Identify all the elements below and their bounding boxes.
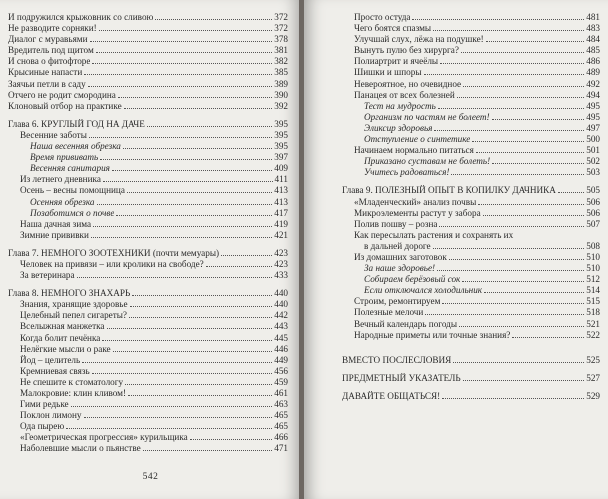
toc-entry — [8, 366, 288, 377]
toc-entry-page: 506 — [586, 196, 600, 207]
toc-entry-title: Вечный календарь погоды — [354, 318, 458, 329]
toc-entry-title: Невероятное, но очевидное — [354, 78, 462, 89]
toc-entry-title: Глава 9. ПОЛЕЗНЫЙ ОПЫТ В КОПИЛКУ ДАЧНИКА — [342, 185, 556, 196]
toc-entry — [8, 399, 288, 410]
dot-leader — [221, 248, 272, 256]
dot-leader — [449, 252, 584, 260]
toc-entry — [342, 90, 600, 101]
toc-entry-title: Поклон лимону — [20, 410, 82, 421]
toc-entry-title: И снова о фитофторе — [8, 56, 91, 67]
dot-leader — [92, 366, 273, 374]
toc-entry-title: Малокровие: клин кливом! — [20, 388, 127, 398]
toc-entry-page: 423 — [274, 258, 288, 269]
dot-leader — [492, 156, 584, 164]
toc-entry-title: Полиартрит и ячеёлы — [354, 56, 439, 67]
toc-entry-title: Целебный пепел сигареты? — [20, 310, 128, 321]
toc-entry — [8, 45, 288, 56]
dot-leader — [206, 259, 272, 267]
dot-leader — [462, 274, 584, 282]
toc-entry-title: Не спешите к стоматологу — [20, 376, 124, 387]
toc-entry-page: 372 — [274, 23, 288, 34]
toc-entry-title: Просто остуда — [354, 12, 411, 22]
toc-entry — [8, 101, 288, 112]
toc-entry — [342, 23, 600, 34]
dot-leader — [113, 344, 273, 352]
dot-leader — [93, 219, 272, 227]
toc-entry-page: 382 — [274, 56, 288, 67]
left-toc — [8, 12, 288, 455]
dot-leader — [100, 152, 272, 160]
toc-entry-page: 463 — [274, 399, 288, 410]
dot-leader — [437, 263, 584, 271]
left-page — [0, 0, 301, 499]
toc-entry — [342, 67, 600, 78]
right-page — [304, 0, 608, 499]
toc-entry — [8, 130, 288, 141]
toc-entry — [8, 344, 288, 355]
toc-entry-page: 440 — [274, 288, 288, 299]
backmatter-heading — [342, 355, 600, 366]
toc-spacer — [342, 384, 600, 391]
dot-leader — [433, 241, 585, 249]
toc-entry — [8, 23, 288, 34]
toc-entry — [8, 410, 288, 421]
toc-entry-title-line: Как пересылать растения и сохранять их — [354, 229, 514, 240]
chapter-heading — [342, 185, 600, 196]
toc-entry-title: Из летнего дневника — [20, 174, 101, 185]
dot-leader — [125, 377, 272, 385]
toc-entry-title: Весенние заботы — [20, 129, 87, 140]
dot-leader — [127, 185, 272, 193]
toc-entry — [342, 307, 600, 318]
toc-entry-page: 413 — [274, 185, 288, 196]
toc-entry-page: 484 — [586, 34, 600, 45]
dot-leader — [155, 12, 272, 20]
toc-entry-page: 456 — [274, 365, 288, 376]
toc-entry-title: «Младенческий» анализ почвы — [354, 196, 477, 207]
toc-entry-page: 466 — [274, 432, 288, 443]
toc-entry-title: «Геометрическая прогрессия» курильщика — [20, 432, 188, 443]
toc-entry-page: 495 — [586, 100, 600, 111]
toc-entry-page: 378 — [274, 34, 288, 45]
toc-entry-title: Вселыжная манжетка — [20, 321, 105, 332]
toc-entry-title: Знания, хранящие здоровье — [20, 299, 128, 310]
toc-entry — [342, 145, 600, 156]
toc-entry-title: Отчего не родит смородина — [8, 89, 116, 100]
toc-entry-page: 417 — [274, 207, 288, 218]
toc-entry-page: 485 — [586, 45, 600, 56]
dot-leader — [457, 90, 584, 98]
toc-entry-page: 392 — [274, 100, 288, 111]
toc-entry — [8, 299, 288, 310]
toc-entry-page: 497 — [586, 122, 600, 133]
toc-entry-page: 389 — [274, 78, 288, 89]
toc-entry-title: Когда болит печёнка — [20, 332, 101, 343]
toc-entry-page: 443 — [274, 321, 288, 332]
toc-entry-page: 372 — [274, 12, 288, 22]
dot-leader — [147, 119, 272, 127]
dot-leader — [90, 34, 273, 42]
chapter-heading — [8, 119, 288, 130]
dot-leader — [433, 23, 584, 31]
toc-entry — [8, 34, 288, 45]
toc-entry-title: Вынуть пулю без хирурга? — [354, 45, 459, 56]
toc-spacer — [342, 341, 600, 348]
toc-entry-page: 461 — [274, 388, 288, 398]
dot-leader — [442, 391, 584, 399]
dot-leader — [451, 167, 584, 175]
toc-entry-page: 413 — [274, 196, 288, 207]
dot-leader — [97, 197, 273, 205]
toc-entry-title: За наше здоровье! — [364, 263, 436, 274]
toc-entry — [342, 34, 600, 45]
toc-entry — [8, 185, 288, 196]
toc-entry-title: в дальней дороге — [364, 240, 431, 251]
dot-leader — [132, 288, 272, 296]
toc-entry — [342, 79, 600, 90]
toc-entry-page: 501 — [586, 145, 600, 156]
toc-entry-page: 395 — [274, 129, 288, 140]
dot-leader — [102, 333, 272, 341]
toc-entry — [8, 208, 288, 219]
dot-leader — [84, 67, 272, 75]
toc-entry-page: 500 — [586, 134, 600, 145]
toc-spacer — [8, 112, 288, 119]
toc-entry — [342, 134, 600, 145]
toc-entry-title: Начинаем нормально питаться — [354, 145, 474, 156]
toc-entry-title: Тест на мудрость — [364, 100, 436, 111]
toc-entry — [8, 355, 288, 366]
toc-entry-page: 495 — [586, 111, 600, 122]
toc-entry — [342, 274, 600, 285]
toc-entry-page: 521 — [586, 318, 600, 329]
toc-entry-title: Ода пырею — [20, 421, 65, 432]
toc-entry-page: 481 — [586, 12, 600, 22]
toc-entry-page: 510 — [586, 263, 600, 274]
toc-entry-page: 515 — [586, 296, 600, 307]
dot-leader — [91, 230, 272, 238]
toc-entry — [342, 319, 600, 330]
chapter-heading — [8, 288, 288, 299]
toc-entry — [8, 333, 288, 344]
toc-entry-page: 510 — [586, 251, 600, 262]
dot-leader — [439, 219, 584, 227]
dot-leader — [440, 56, 584, 64]
toc-entry-title: Организм по частям не болеет! — [364, 111, 490, 122]
toc-entry — [8, 174, 288, 185]
toc-entry-page: 483 — [586, 23, 600, 34]
dot-leader — [66, 421, 272, 429]
dot-leader — [442, 296, 584, 304]
toc-entry-page: 518 — [586, 307, 600, 318]
toc-entry-title: ДАВАЙТЕ ОБЩАТЬСЯ! — [342, 390, 441, 401]
toc-entry-page: 397 — [274, 152, 288, 163]
toc-entry-title: Наболевшие мысли о пьянстве — [20, 443, 141, 454]
toc-entry — [8, 259, 288, 270]
toc-entry-title: Микроэлементы растут у забора — [354, 207, 481, 218]
toc-entry-page: 502 — [586, 156, 600, 167]
toc-spacer — [342, 348, 600, 355]
toc-entry-title: Приказано суставам не болеть! — [364, 156, 491, 167]
dot-leader — [486, 34, 585, 42]
toc-entry-title: Полезные мелочи — [354, 307, 424, 318]
dot-leader — [424, 67, 585, 75]
page-number: 542 — [142, 472, 159, 482]
toc-entry-title: Учитесь радоваться! — [364, 167, 450, 178]
toc-entry-title: Кремниевая связь — [20, 365, 90, 376]
toc-spacer — [342, 402, 600, 409]
backmatter-heading — [342, 373, 600, 384]
toc-entry-title: Из домашних заготовок — [354, 251, 447, 262]
dot-leader — [107, 321, 273, 329]
dot-leader — [512, 330, 584, 338]
toc-entry-page: 390 — [274, 89, 288, 100]
toc-entry-title: Весенняя санитария — [30, 163, 110, 174]
toc-entry — [8, 270, 288, 281]
toc-entry — [342, 12, 600, 23]
backmatter-heading — [342, 391, 600, 402]
dot-leader — [116, 208, 272, 216]
toc-entry-page: 506 — [586, 207, 600, 218]
dot-leader — [425, 307, 584, 315]
toc-entry-title: Чего боятся спазмы — [354, 23, 432, 34]
dot-leader — [483, 208, 585, 216]
toc-entry-title: Клоновый отбор на практике — [8, 100, 122, 111]
dot-leader — [463, 373, 585, 381]
toc-entry-title: Наша весенняя обрезка — [30, 141, 121, 152]
dot-leader — [472, 134, 584, 142]
toc-entry-page: 459 — [274, 376, 288, 387]
dot-leader — [112, 163, 272, 171]
toc-entry — [8, 163, 288, 174]
dot-leader — [82, 355, 272, 363]
chapter-heading — [8, 248, 288, 259]
toc-entry — [8, 12, 288, 23]
toc-entry-title: Глава 8. НЕМНОГО ЗНАХАРЬ — [8, 288, 131, 299]
dot-leader — [463, 79, 584, 87]
toc-entry — [342, 197, 600, 208]
dot-leader — [476, 145, 584, 153]
toc-entry-page: 522 — [586, 329, 600, 340]
toc-entry-title: ВМЕСТО ПОСЛЕСЛОВИЯ — [342, 354, 452, 365]
toc-entry-title: Отступление о синтетике — [364, 134, 471, 145]
toc-entry — [342, 219, 600, 230]
toc-entry-page: 449 — [274, 354, 288, 365]
toc-entry-page: 529 — [586, 390, 600, 401]
toc-entry-title: Шишки и шпоры — [354, 67, 422, 78]
toc-entry — [342, 208, 600, 219]
dot-leader — [124, 101, 273, 109]
toc-entry — [8, 56, 288, 67]
toc-entry-page: 385 — [274, 67, 288, 78]
right-toc — [342, 12, 600, 409]
toc-entry-page: 503 — [586, 167, 600, 178]
toc-entry — [342, 112, 600, 123]
toc-entry-title: Народные приметы или точные знания? — [354, 329, 511, 340]
toc-entry — [8, 310, 288, 321]
dot-leader — [128, 388, 272, 396]
dot-leader — [103, 174, 273, 182]
dot-leader — [438, 101, 584, 109]
toc-entry-page: 433 — [274, 270, 288, 281]
toc-entry-title: Собираем берёзовый сок — [364, 274, 461, 285]
toc-entry — [342, 123, 600, 134]
toc-spacer — [342, 178, 600, 185]
toc-entry-page: 411 — [274, 174, 288, 185]
dot-leader — [143, 443, 273, 451]
toc-entry-page: 446 — [274, 343, 288, 354]
toc-entry — [8, 388, 288, 399]
toc-entry-title: Полив пошву – розна — [354, 218, 438, 229]
toc-entry-title: Глава 7. НЕМНОГО ЗООТЕХНИКИ (почти мемуары) — [8, 247, 220, 258]
toc-entry-page: 423 — [274, 247, 288, 258]
toc-entry-title: Вредитель под щитом — [8, 45, 94, 56]
toc-entry-title: Эликсир здоровья — [364, 122, 433, 133]
dot-leader — [92, 56, 272, 64]
toc-entry — [8, 421, 288, 432]
toc-spacer — [342, 366, 600, 373]
dot-leader — [77, 270, 273, 278]
toc-entry — [342, 56, 600, 67]
toc-entry — [8, 230, 288, 241]
toc-entry-page: 465 — [274, 410, 288, 421]
toc-entry-title: Заячьи петли в саду — [8, 78, 86, 89]
toc-entry-title: Нелёгкие мысли о раке — [20, 343, 111, 354]
dot-leader — [89, 130, 272, 138]
dot-leader — [130, 299, 273, 307]
dot-leader — [484, 285, 584, 293]
toc-entry-title: Осенняя обрезка — [30, 196, 95, 207]
dot-leader — [459, 319, 584, 327]
toc-entry — [8, 141, 288, 152]
toc-entry — [342, 252, 600, 263]
toc-entry-page: 409 — [274, 163, 288, 174]
toc-entry-title: ПРЕДМЕТНЫЙ УКАЗАТЕЛЬ — [342, 372, 461, 383]
dot-leader — [129, 310, 272, 318]
toc-entry-page: 494 — [586, 89, 600, 100]
toc-entry-page: 419 — [274, 218, 288, 229]
toc-entry — [8, 443, 288, 454]
toc-entry-page: 508 — [586, 240, 600, 251]
toc-entry — [8, 67, 288, 78]
toc-entry — [8, 321, 288, 332]
toc-entry-title: Наша дачная зима — [20, 218, 92, 229]
toc-entry-page: 527 — [586, 372, 600, 383]
toc-spacer — [8, 281, 288, 288]
toc-entry-page: 486 — [586, 56, 600, 67]
toc-entry — [8, 152, 288, 163]
toc-entry-title: Глава 6. КРУГЛЫЙ ГОД НА ДАЧЕ — [8, 118, 145, 129]
toc-entry — [342, 167, 600, 178]
toc-entry-title: Зимние прививки — [20, 229, 89, 240]
toc-entry — [342, 156, 600, 167]
dot-leader — [88, 79, 273, 87]
dot-leader — [123, 141, 272, 149]
toc-entry — [342, 330, 600, 341]
toc-entry-page: 465 — [274, 421, 288, 432]
toc-entry-page: 505 — [586, 185, 600, 196]
toc-entry-page: 395 — [274, 141, 288, 152]
dot-leader — [492, 112, 585, 120]
toc-spacer — [8, 241, 288, 248]
toc-entry-title: Улучшай слух, лёжа на подушке! — [354, 34, 484, 45]
dot-leader — [478, 197, 584, 205]
toc-entry — [342, 241, 600, 252]
dot-leader — [461, 45, 584, 53]
dot-leader — [99, 23, 272, 31]
toc-entry-page: 395 — [274, 118, 288, 129]
dot-leader — [96, 45, 272, 53]
toc-entry-title: Диалог с муравьями — [8, 34, 88, 45]
toc-entry — [342, 285, 600, 296]
dot-leader — [434, 123, 584, 131]
toc-entry-page: 471 — [274, 443, 288, 454]
toc-entry — [342, 296, 600, 307]
dot-leader — [84, 410, 273, 418]
toc-entry — [8, 79, 288, 90]
toc-entry-page: 492 — [586, 78, 600, 89]
toc-entry-page: 507 — [586, 218, 600, 229]
dot-leader — [453, 355, 584, 363]
toc-entry-page: 421 — [274, 229, 288, 240]
toc-entry-title: Панацея от всех болезней — [354, 89, 455, 100]
toc-entry-page: 381 — [274, 45, 288, 56]
dot-leader — [118, 90, 272, 98]
dot-leader — [412, 12, 584, 20]
toc-entry — [342, 101, 600, 112]
toc-entry — [8, 377, 288, 388]
toc-entry-title: Человек на привязи – или кролики на свободе? — [20, 258, 204, 269]
toc-entry-page: 489 — [586, 67, 600, 78]
toc-entry-title: За ветеринара — [20, 270, 75, 281]
toc-entry-page: 442 — [274, 310, 288, 321]
toc-entry — [8, 90, 288, 101]
toc-entry-page: 440 — [274, 299, 288, 310]
toc-entry — [342, 45, 600, 56]
toc-entry — [8, 219, 288, 230]
toc-entry — [8, 197, 288, 208]
toc-entry-title: Время прививать — [30, 152, 99, 163]
toc-entry-title: Не разводите сорняки! — [8, 23, 97, 34]
dot-leader — [71, 399, 273, 407]
toc-entry — [8, 432, 288, 443]
toc-entry-page: 512 — [586, 274, 600, 285]
dot-leader — [190, 432, 272, 440]
toc-entry-title: Йод – целитель — [20, 354, 81, 365]
toc-entry-page: 525 — [586, 354, 600, 365]
toc-entry-title: Строим, ремонтируем — [354, 296, 441, 307]
toc-entry-title: Позаботимся о почве — [30, 207, 115, 218]
toc-entry-page: 445 — [274, 332, 288, 343]
toc-entry-title: Крысиные напасти — [8, 67, 83, 78]
toc-entry-title: Если отключался холодильник — [364, 285, 483, 296]
toc-entry-title: Осень – весны помощница — [20, 185, 125, 196]
toc-entry-title: Гими редьке — [20, 399, 69, 410]
dot-leader — [558, 185, 584, 193]
toc-entry-title: И подружился крыжовник со сливою — [8, 12, 154, 22]
toc-entry — [342, 263, 600, 274]
toc-entry-page: 514 — [586, 285, 600, 296]
